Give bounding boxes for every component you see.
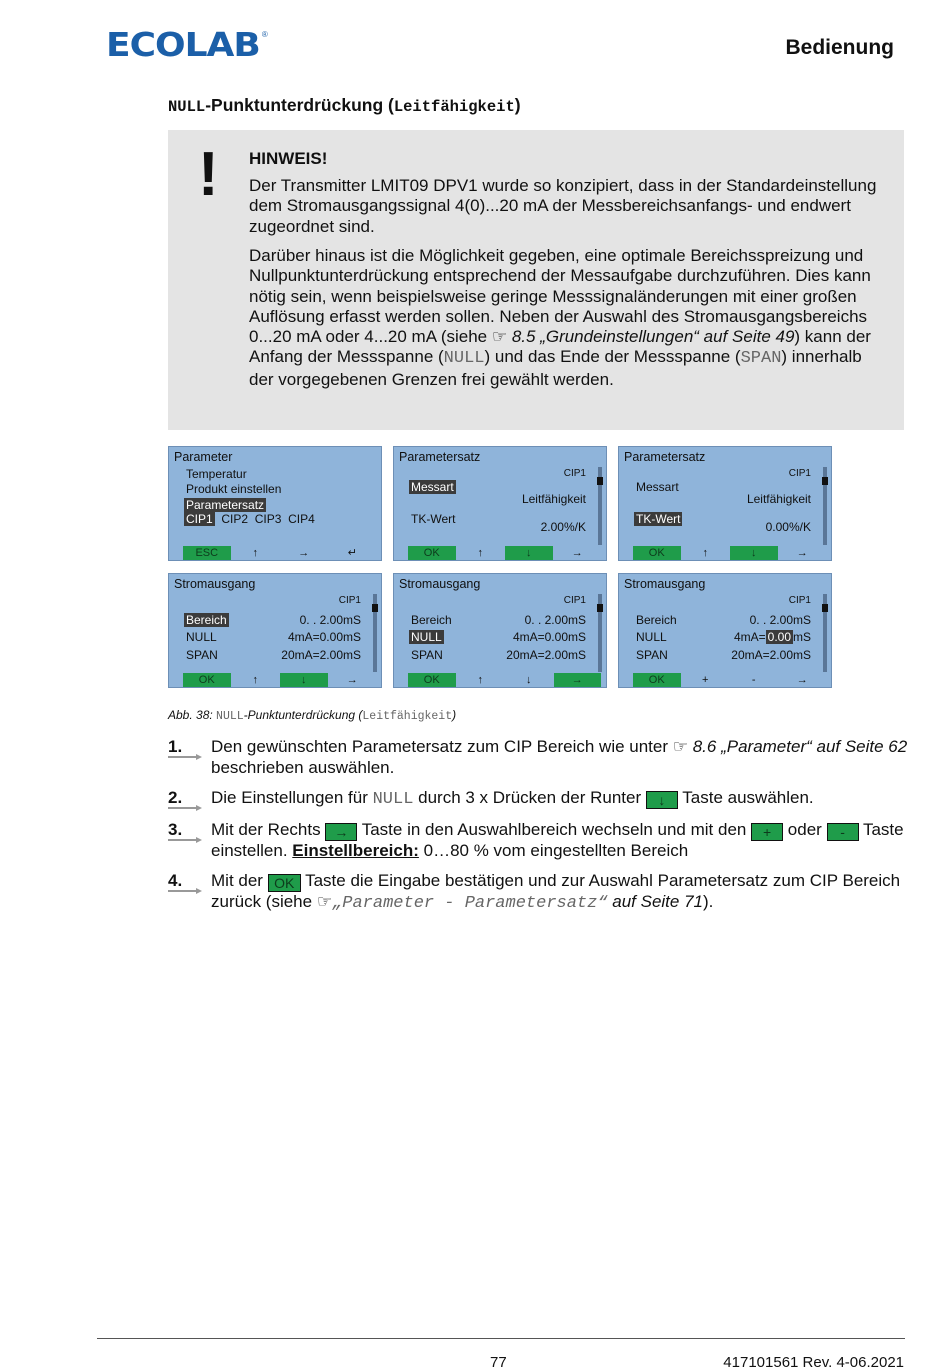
step-text — [211, 737, 911, 778]
softkey-right: → — [329, 673, 378, 687]
step-1-text-b: beschrieben auswählen. — [211, 757, 395, 777]
span-label: SPAN — [636, 648, 668, 662]
softkey-ok: OK — [183, 673, 232, 687]
caption-text: -Punktunterdrückung ( — [243, 708, 363, 722]
step-arrow-icon — [168, 837, 202, 843]
span-value: 20mA=2.00mS — [281, 648, 361, 662]
step-3-text-e: 0…80 % vom eingestellten Bereich — [418, 841, 689, 860]
note-p2-text-c: ) und das Ende der Messspanne ( — [484, 347, 741, 367]
tk-wert-label: TK-Wert — [411, 512, 456, 526]
tk-wert-value: 2.00%/K — [540, 520, 586, 534]
step-3-text-a: Mit der Rechts — [211, 820, 326, 839]
display-screen-stromausgang-3 — [618, 573, 832, 688]
softkey-esc: ESC — [183, 546, 232, 560]
step-3-text-d: Taste einstellen. — [211, 820, 904, 860]
step-text — [211, 871, 911, 915]
logo-registered-mark: ® — [261, 30, 268, 39]
softkey-minus: - — [730, 673, 779, 687]
softkey-bar — [408, 673, 602, 687]
caption-leit-word: Leitfähigkeit — [362, 710, 453, 723]
screen-title: Stromausgang — [399, 577, 481, 591]
note-box — [168, 130, 904, 430]
menu-item-produkt: Produkt einstellen — [186, 482, 282, 496]
note-p2-text-d: ) innerhalb der vorgegebenen Grenzen frei gewählt werden. — [249, 347, 862, 389]
note-span-word: SPAN — [740, 349, 782, 369]
einstellbereich-label: Einstellbereich: — [292, 841, 419, 860]
null-label: NULL — [636, 630, 667, 644]
softkey-bar — [633, 673, 827, 687]
screen-cip-label: CIP1 — [788, 595, 811, 606]
messart-value: Leitfähigkeit — [746, 492, 811, 506]
section-title: Bedienung — [785, 36, 894, 59]
softkey-right: → — [280, 546, 329, 560]
span-label: SPAN — [186, 648, 218, 662]
menu-item-temperatur: Temperatur — [186, 467, 247, 481]
softkey-plus: + — [682, 673, 731, 687]
step-4-cross-reference[interactable]: „Parameter - Parametersatz“ — [332, 894, 608, 913]
screen-cip-label: CIP1 — [338, 595, 361, 606]
step-arrow-icon — [168, 754, 202, 760]
screen-title: Stromausgang — [174, 577, 256, 591]
caption-close: ) — [452, 708, 457, 722]
display-screen-parametersatz-1 — [393, 446, 607, 561]
pointer-hand-icon: ☞ — [672, 737, 693, 756]
softkey-ok: OK — [633, 546, 682, 560]
step-text — [211, 820, 911, 862]
step-arrow-icon — [168, 805, 202, 811]
screen-cip-label: CIP1 — [563, 595, 586, 606]
subheading-close: ) — [514, 95, 521, 115]
bereich-label: Bereich — [636, 613, 677, 627]
null-value-unit: mS — [793, 630, 811, 644]
span-label: SPAN — [411, 648, 443, 662]
screen-title: Stromausgang — [624, 577, 706, 591]
exclamation-icon: ! — [198, 140, 219, 209]
null-label: NULL — [186, 630, 217, 644]
null-value: 4mA=0.00mS — [287, 630, 361, 644]
screen-title: Parametersatz — [399, 450, 481, 464]
span-value: 20mA=2.00mS — [731, 648, 811, 662]
softkey-right: → — [554, 546, 603, 560]
pointer-hand-icon: ☞ — [316, 892, 333, 911]
note-p2-text-b: ) kann der Anfang der Messspanne ( — [249, 327, 871, 367]
figure-caption — [168, 708, 456, 723]
bereich-value: 0. . 2.00mS — [299, 613, 361, 627]
softkey-down: ↓ — [505, 673, 554, 687]
bereich-value: 0. . 2.00mS — [749, 613, 811, 627]
softkey-down: ↓ — [280, 673, 329, 687]
display-screen-stromausgang-1 — [168, 573, 382, 688]
down-key-icon: ↓ — [646, 791, 678, 809]
step-1-text-a: Den gewünschten Parametersatz zum CIP Bereich wie unter — [211, 737, 673, 756]
softkey-ok: OK — [633, 673, 682, 687]
note-paragraph-2 — [249, 246, 889, 390]
subheading-null-word: NULL — [168, 98, 206, 116]
logo-wordmark: ECOLAB — [106, 26, 260, 65]
scrollbar — [598, 467, 602, 545]
screen-cip-label: CIP1 — [563, 468, 586, 479]
note-null-word: NULL — [443, 349, 485, 369]
step-4-text-c: ). — [703, 892, 714, 911]
screen-cip-label: CIP1 — [788, 468, 811, 479]
bereich-label: Bereich — [411, 613, 452, 627]
display-screen-parameter — [168, 446, 382, 561]
step-number: 4. — [168, 871, 183, 890]
softkey-up: ↑ — [232, 546, 281, 560]
step-number: 1. — [168, 737, 183, 756]
span-value: 20mA=2.00mS — [506, 648, 586, 662]
note-p2-text-a: Darüber hinaus ist die Möglichkeit gegeben, eine optimale Bereichsspreizung und Nullpunktunterdrückung entsprechend der Messaufgabe durchzuführen. Dies kann nötig sein, wenn beispielsweise geringe Messsignaländerungen mit einer großen Auflösung erfasst werden sollen. Neben der Auswahl des Stromausgangsbereichs 0...20 mA oder 4...20 mA (siehe — [249, 246, 871, 347]
cip4: CIP4 — [288, 512, 315, 526]
right-key-icon: → — [325, 823, 357, 841]
softkey-bar — [633, 546, 827, 560]
step-4-cross-reference-page[interactable]: auf Seite 71 — [607, 892, 703, 911]
null-value-selected: 0.00 — [767, 630, 791, 644]
softkey-right: → — [554, 673, 603, 687]
messart-value: Leitfähigkeit — [521, 492, 586, 506]
step-2-null-word: NULL — [372, 790, 414, 809]
step-arrow-icon — [168, 888, 202, 894]
cip2: CIP2 — [221, 512, 249, 526]
softkey-down: ↓ — [730, 546, 779, 560]
null-selected: NULL — [411, 630, 442, 644]
tk-wert-selected: TK-Wert — [636, 512, 681, 526]
softkey-bar — [183, 673, 377, 687]
document-number: 417101561 Rev. 4-06.2021 — [723, 1354, 904, 1371]
display-screen-parametersatz-2 — [618, 446, 832, 561]
softkey-up: ↑ — [457, 546, 506, 560]
step-3-text-c: oder — [783, 820, 827, 839]
menu-item-parametersatz-selected: Parametersatz — [186, 498, 265, 512]
step-text — [211, 788, 911, 811]
ecolab-logo — [106, 26, 268, 66]
note-cross-reference[interactable]: 8.5 „Grundeinstellungen“ auf Seite 49 — [511, 327, 795, 347]
null-value: 4mA=0.00mS — [512, 630, 586, 644]
plus-key-icon: + — [751, 823, 783, 841]
subheading-text: -Punktunterdrückung ( — [205, 95, 394, 115]
step-2-text-c: Taste auswählen. — [677, 788, 814, 807]
softkey-up: ↑ — [232, 673, 281, 687]
scrollbar — [598, 594, 602, 672]
page-number: 77 — [490, 1354, 507, 1371]
tk-wert-value: 0.00%/K — [765, 520, 811, 534]
screen-title: Parameter — [174, 450, 233, 464]
cip3: CIP3 — [254, 512, 282, 526]
subheading — [168, 95, 521, 116]
step-4-text-b: Taste die Eingabe bestätigen und zur Auswahl Parametersatz zum CIP Bereich zurück (siehe — [211, 871, 901, 911]
bereich-selected: Bereich — [186, 613, 227, 627]
screen-title: Parametersatz — [624, 450, 706, 464]
scrollbar — [823, 467, 827, 545]
minus-key-icon: - — [827, 823, 859, 841]
step-number: 2. — [168, 788, 183, 807]
figure-display-screens — [168, 446, 833, 689]
softkey-up: ↑ — [682, 546, 731, 560]
softkey-right: → — [779, 673, 828, 687]
softkey-up: ↑ — [457, 673, 506, 687]
caption-prefix: Abb. 38: — [168, 708, 217, 722]
step-4-text-a: Mit der — [211, 871, 268, 890]
note-paragraph-1: Der Transmitter LMIT09 DPV1 wurde so konzipiert, dass in der Standardeinstellung dem Stromausgangssignal 4(0)...20 mA der Messbereichsanfangs- und endwert zugeordnet sind. — [249, 176, 877, 236]
display-screen-stromausgang-2 — [393, 573, 607, 688]
messart-selected: Messart — [411, 480, 454, 494]
footer-divider — [97, 1338, 905, 1339]
step-number: 3. — [168, 820, 183, 839]
softkey-ok: OK — [408, 673, 457, 687]
messart-label: Messart — [636, 480, 679, 494]
bereich-value: 0. . 2.00mS — [524, 613, 586, 627]
step-2-text-b: durch 3 x Drücken der Runter — [413, 788, 646, 807]
softkey-ok: OK — [408, 546, 457, 560]
null-value-prefix: 4mA= — [733, 630, 766, 644]
step-3-text-b: Taste in den Auswahlbereich wechseln und mit den — [357, 820, 752, 839]
cip1-selected: CIP1 — [186, 512, 213, 526]
softkey-right: → — [779, 546, 828, 560]
subheading-leit-word: Leitfähigkeit — [393, 98, 515, 116]
pointer-hand-icon: ☞ — [491, 327, 512, 347]
note-title: HINWEIS! — [249, 149, 328, 168]
softkey-bar — [408, 546, 602, 560]
scrollbar — [823, 594, 827, 672]
ok-key-icon: OK — [268, 874, 301, 892]
softkey-enter: ↵ — [329, 546, 378, 560]
step-1-cross-reference[interactable]: 8.6 „Parameter“ auf Seite 62 — [692, 737, 908, 756]
step-2-text-a: Die Einstellungen für — [211, 788, 373, 807]
scrollbar — [373, 594, 377, 672]
softkey-bar — [183, 546, 377, 560]
softkey-down: ↓ — [505, 546, 554, 560]
caption-null-word: NULL — [216, 710, 244, 723]
